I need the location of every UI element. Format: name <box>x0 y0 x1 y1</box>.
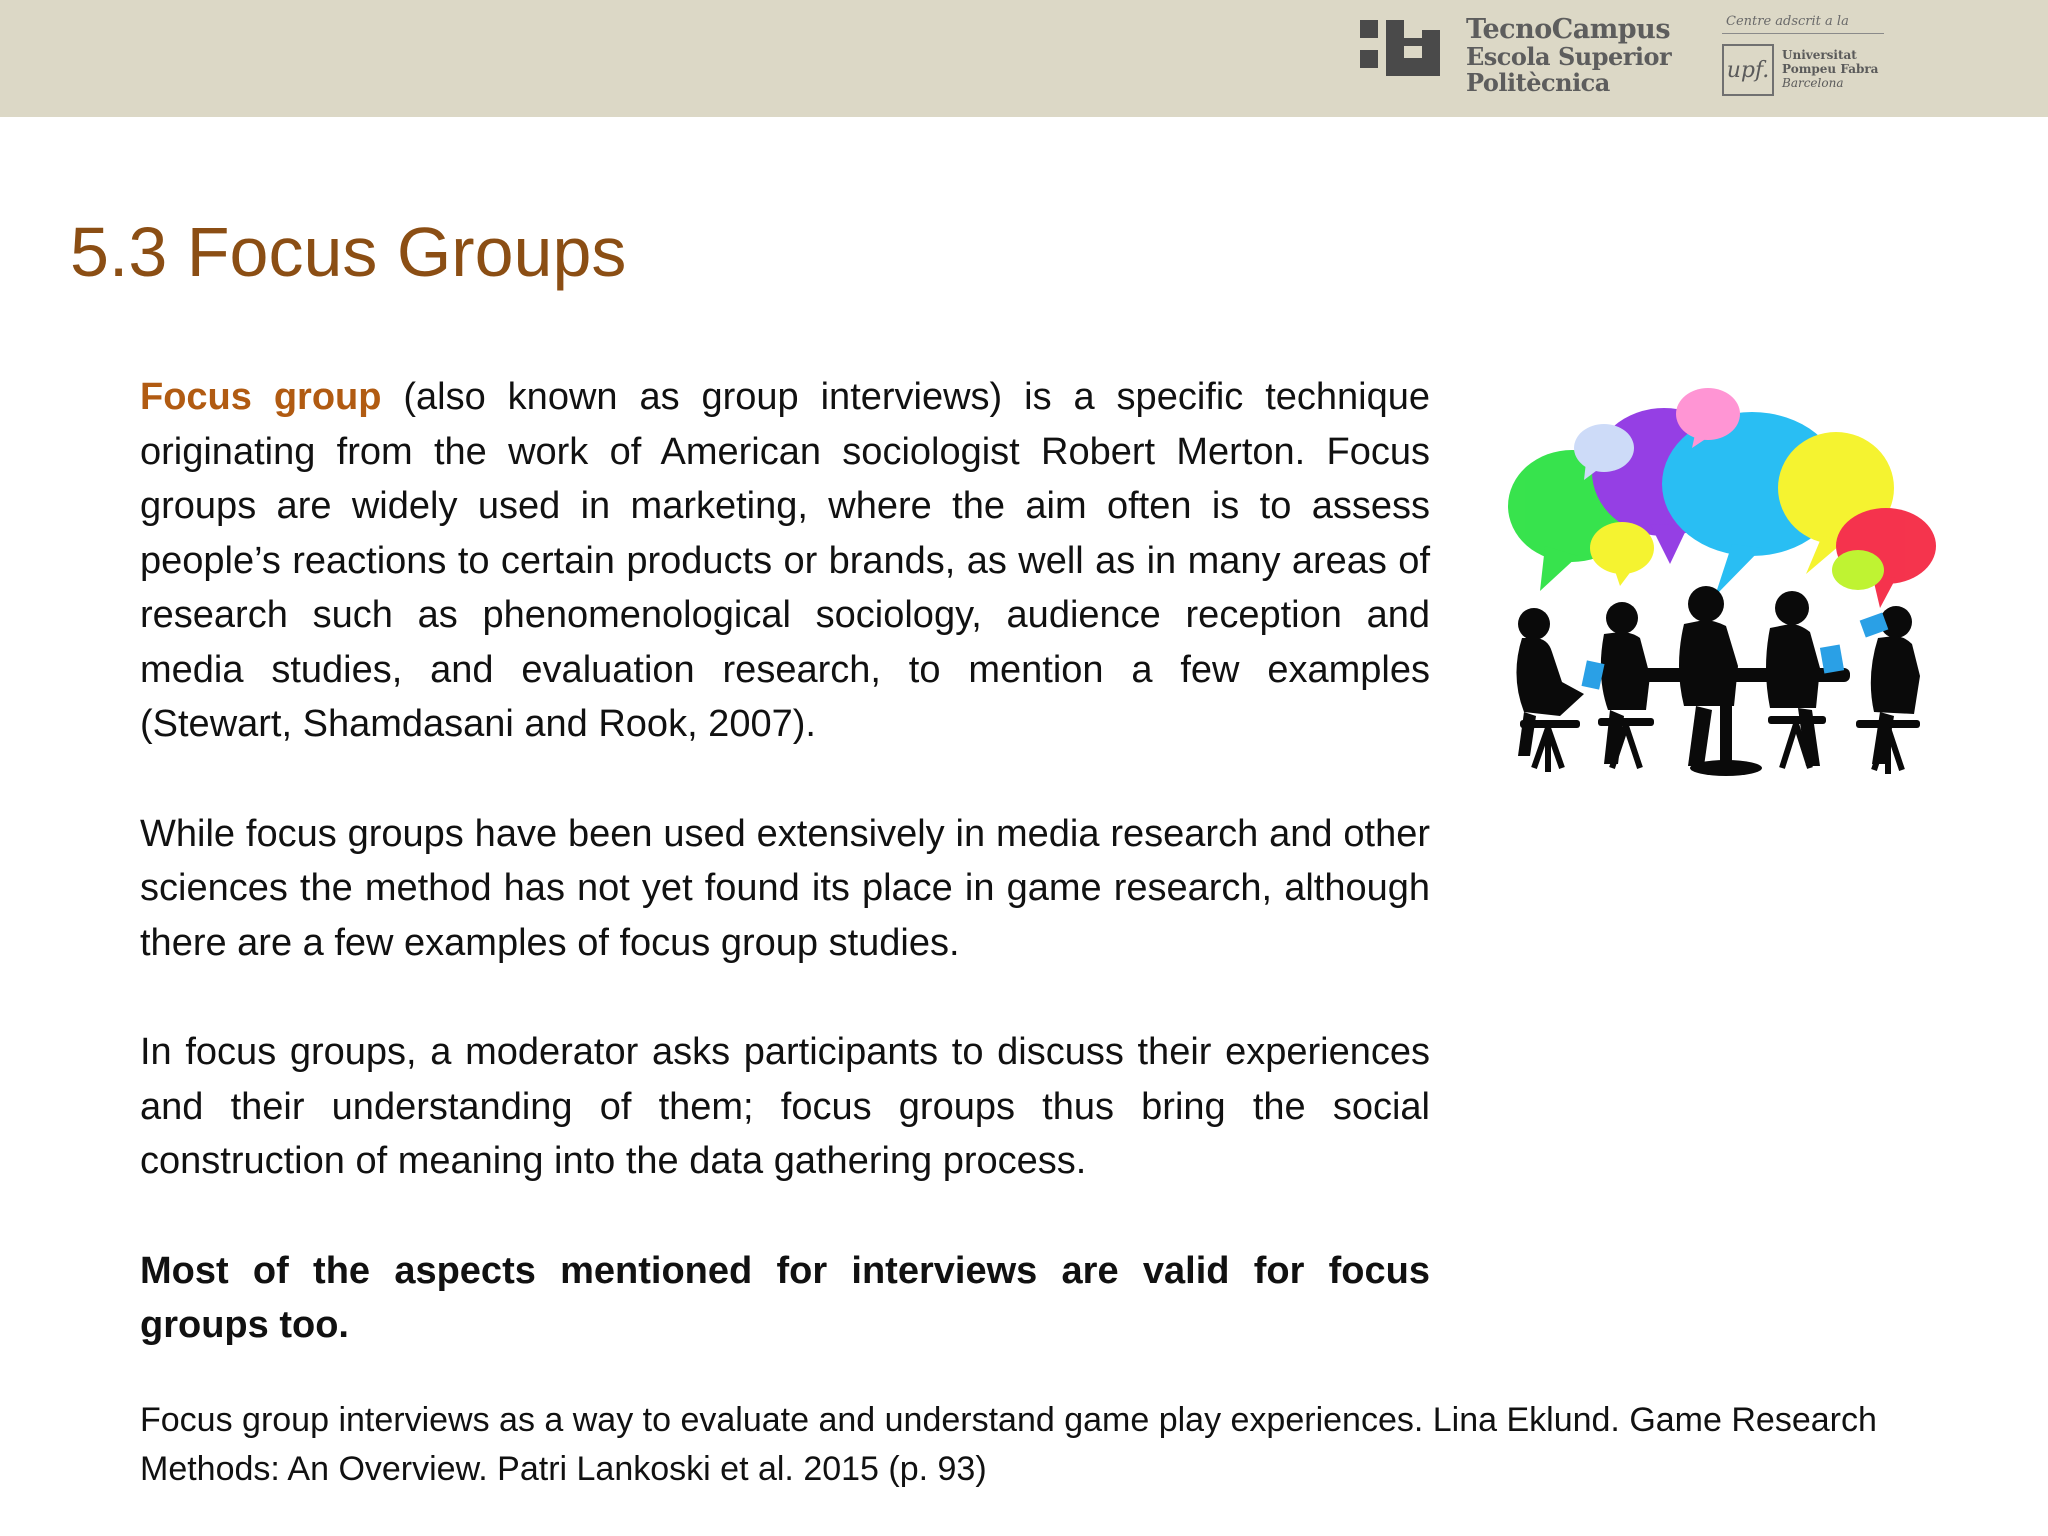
paragraph-key-point: Most of the aspects mentioned for interviews are valid for focus groups too. <box>140 1249 1430 1346</box>
paragraph-definition <box>140 370 1430 752</box>
tecnocampus-name: TecnoCampus <box>1466 14 1671 45</box>
focus-group-term: Focus group <box>140 376 382 418</box>
paragraph-moderator: In focus groups, a moderator asks participants to discuss their experiences and their understanding of them; focus groups thus bring the social construction of meaning into the data gathering process. <box>140 1031 1430 1182</box>
upf-logo <box>1722 14 1884 96</box>
upf-caption: Centre adscrit a la <box>1726 14 1849 29</box>
tecnocampus-logo-icon <box>1360 20 1452 76</box>
reference-citation: Focus group interviews as a way to evaluate and understand game play experiences. Lina Eklund. Game Research Methods: An Overview. Patri Lankoski et al. 2015 (p. 93) <box>140 1401 1877 1488</box>
upf-mark-icon: upf. <box>1722 44 1774 96</box>
upf-university-name <box>1782 49 1878 90</box>
tecnocampus-school-type: Politècnica <box>1466 67 1610 97</box>
upf-name-line2: Pompeu Fabra <box>1782 62 1879 77</box>
upf-name-line3: Barcelona <box>1782 75 1844 90</box>
upf-name-line1: Universitat <box>1782 48 1857 63</box>
header-bar <box>0 0 2048 117</box>
slide-title: 5.3 Focus Groups <box>70 213 627 291</box>
tecnocampus-wordmark <box>1466 16 1671 95</box>
paragraph-game-research: While focus groups have been used extensively in media research and other sciences the method has not yet found its place in game research, although there are a few examples of focus group studies. <box>140 812 1430 964</box>
definition-text: (also known as group interviews) is a specific technique originating from the work of American sociologist Robert Merton. Focus groups are widely used in marketing, where the aim often is to assess people’s reactions to certain products or brands, as well as in many areas of research such as phenomenological sociology, audience reception and media studies, and evaluation research, to mention a few examples (Stewart, Shamdasani and Rook, 2007). <box>140 376 1430 745</box>
focus-group-illustration-icon <box>1500 376 1940 796</box>
upf-divider <box>1722 33 1884 34</box>
tecnocampus-school: Escola Superior <box>1466 42 1672 72</box>
slide-body <box>140 370 1430 1353</box>
